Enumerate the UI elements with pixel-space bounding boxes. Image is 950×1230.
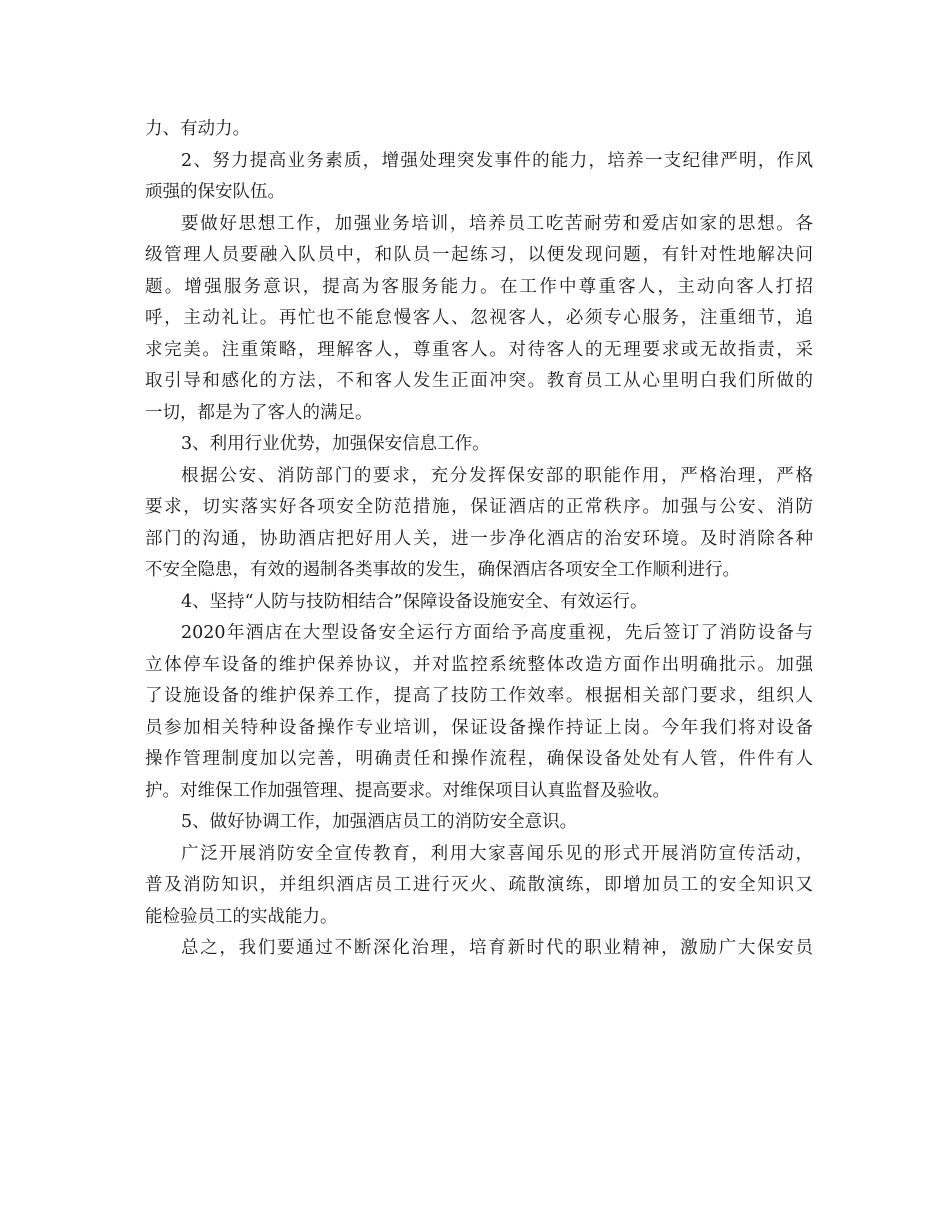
paragraph-first-line: 2020年酒店在大型设备安全运行方面给予高度重视，先后签订了消防设备与 [181,623,813,643]
document-page [145,114,813,965]
paragraph-line: 了设施设备的维护保养工作，提高了技防工作效率。根据相关部门要求，组织人 [145,686,813,706]
paragraph-line: 级管理人员要融入队员中，和队员一起练习，以便发现问题，有针对性地解决问 [145,245,813,265]
paragraph-line: 员参加相关特种设备操作专业培训，保证设备操作持证上岗。今年我们将对设备 [145,717,813,738]
paragraph-line: 立体停车设备的维护保养协议，并对监控系统整体改造方面作出明确批示。加强 [145,654,813,675]
paragraph-first-line: 要做好思想工作，加强业务培训，培养员工吃苦耐劳和爱店如家的思想。各 [181,213,813,234]
paragraph-line: 部门的沟通，协助酒店把好用人关，进一步净化酒店的治安环境。及时消除各种 [145,528,813,549]
paragraph-line: 题。增强服务意识，提高为客服务能力。在工作中尊重客人，主动向客人打招 [145,276,813,297]
paragraph-first-line: 广泛开展消防安全宣传教育，利用大家喜闻乐见的形式开展消防宣传活动， [181,843,813,864]
paragraph-line: 呼，主动礼让。再忙也不能怠慢客人、忽视客人，必须专心服务，注重细节，追 [145,308,813,328]
paragraph-line: 不安全隐患，有效的遏制各类事故的发生，确保酒店各项安全工作顺利进行。 [145,560,740,580]
paragraph-line: 一切，都是为了客人的满足。 [145,402,373,423]
paragraph-line: 力、有动力。 [145,119,250,139]
paragraph-first-line: 总之，我们要通过不断深化治理，培育新时代的职业精神，激励广大保安员 [181,938,813,958]
paragraph-line: 顽强的保安队伍。 [145,182,285,202]
paragraph-first-line: 4、坚持“人防与技防相结合”保障设备设施安全、有效运行。 [181,591,648,612]
paragraph-line: 求完美。注重策略，理解客人，尊重客人。对待客人的无理要求或无故指责，采 [145,339,813,360]
paragraph-line: 取引导和感化的方法，不和客人发生正面冲突。教育员工从心里明白我们所做的 [145,371,813,391]
paragraph-line: 护。对维保工作加强管理、提高要求。对维保项目认真监督及验收。 [145,780,670,801]
paragraph-first-line: 根据公安、消防部门的要求，充分发挥保安部的职能作用，严格治理，严格 [181,465,813,486]
paragraph-first-line: 5、做好协调工作，加强酒店员工的消防安全意识。 [181,812,578,832]
paragraph-line: 操作管理制度加以完善，明确责任和操作流程，确保设备处处有人管，件件有人 [145,749,813,769]
paragraph-line: 能检验员工的实战能力。 [145,906,338,927]
paragraph-line: 普及消防知识，并组织酒店员工进行灭火、疏散演练，即增加员工的安全知识又 [145,875,813,895]
paragraph-first-line: 3、利用行业优势，加强保安信息工作。 [181,434,490,454]
paragraph-line: 要求，切实落实好各项安全防范措施，保证酒店的正常秩序。加强与公安、消防 [145,497,813,517]
paragraph-first-line: 2、努力提高业务素质，增强处理突发事件的能力，培养一支纪律严明，作风 [181,150,813,171]
